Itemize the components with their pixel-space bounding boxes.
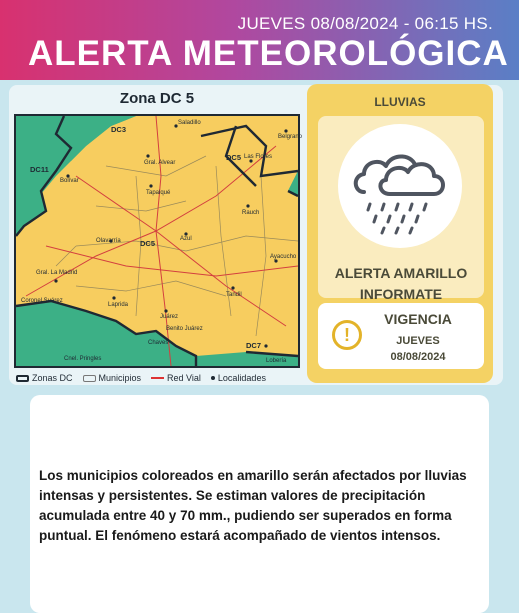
place-label: Coronel Suárez [21,298,63,304]
vigencia-title: VIGENCIA [384,311,452,327]
alert-date: JUEVES 08/08/2024 - 06:15 HS. [237,14,493,33]
place-label: Ayacucho [270,254,297,260]
legend-localities: Localidades [211,373,266,383]
legend-road: Red Vial [151,373,201,383]
alert-description: Los municipios coloreados en amarillo serán afectados por lluvias intensas y persistentes. Se estiman valores de precipitación acumulada entre 40 y 70 mm., pudiendo ser superados en forma puntual. El fenómeno estará acompañado de vientos intensos. [39,468,467,543]
map-legend [16,373,306,383]
zone-label: DC11 [30,165,49,174]
place-label: Azul [180,236,192,242]
place-label: Bolívar [60,178,79,184]
place-label: Chaves [148,340,169,346]
rain-cloud-icon [338,124,462,248]
place-label: Rauch [242,210,260,216]
place-label: Laprida [108,302,129,308]
place-label: Cnel. Pringles [64,356,102,362]
legend-zones: Zonas DC [16,373,73,383]
legend-municipios: Municipios [83,373,142,383]
place-label: Gral. Alvear [144,160,176,166]
zone-map [14,114,303,368]
exclamation-icon: ! [332,320,362,350]
zone-label: DC5 [140,239,156,248]
road-swatch [151,377,164,379]
alert-level: ALERTA AMARILLO INFORMATE [334,265,468,302]
place-label: Saladillo [178,120,201,126]
map-title: Zona DC 5 [119,90,195,107]
place-label: Las Flores [244,154,273,160]
place-label: Lobería [266,358,287,364]
place-label: Belgrano [278,134,303,140]
place-label: Juárez [160,314,179,320]
zones-swatch [16,375,29,382]
zone-label: DC5 [226,153,242,162]
locality-swatch [211,376,215,380]
place-label: Olavarría [96,238,121,244]
place-label: Gral. La Madrid [36,270,78,276]
vigencia-day: JUEVES [396,335,440,347]
zone-label: DC3 [111,125,127,134]
page-title: ALERTA METEOROLÓGICA [28,34,509,73]
place-label: Tapalqué [146,190,171,196]
vigencia-date: 08/08/2024 [390,351,446,363]
municipios-swatch [83,375,96,382]
zone-label: DC7 [246,341,262,350]
place-label: Tandil [226,292,242,298]
alert-type: LLUVIAS [374,95,426,109]
map-svg [16,116,303,366]
place-label: Benito Juárez [166,326,203,332]
